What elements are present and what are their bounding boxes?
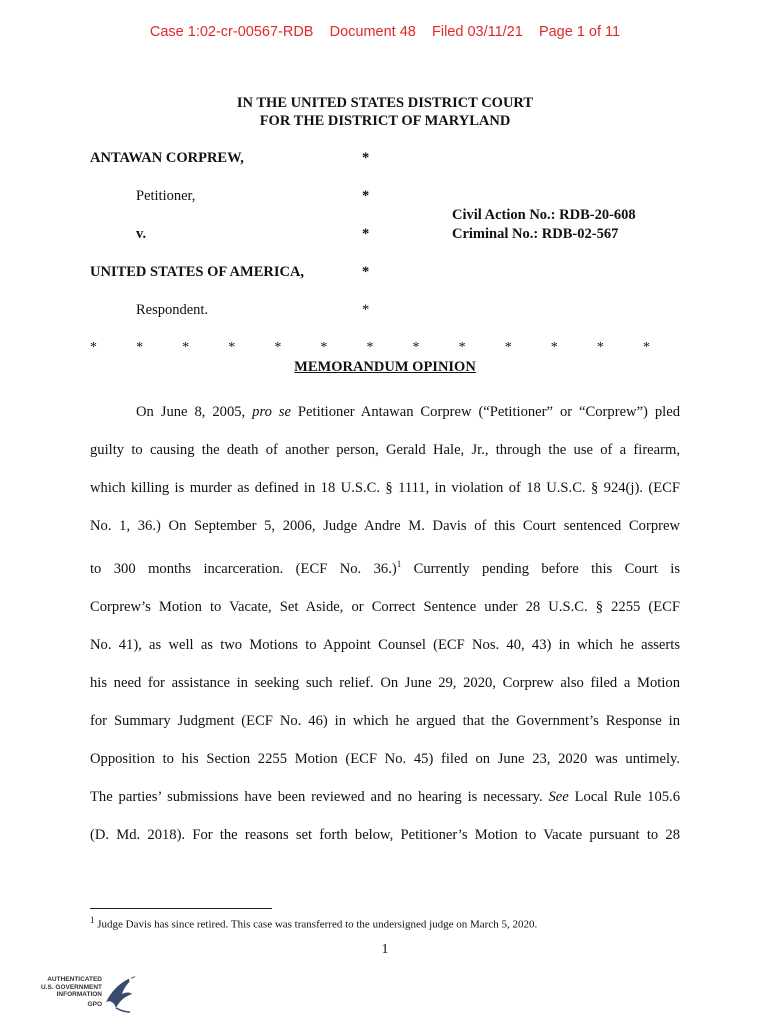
separator-star: * bbox=[412, 340, 420, 355]
separator-star: * bbox=[228, 340, 236, 355]
separator-star: * bbox=[550, 340, 558, 355]
filing-header bbox=[0, 24, 770, 40]
separator-star: * bbox=[136, 340, 144, 355]
page-number: 1 bbox=[381, 942, 389, 957]
footnote-rule bbox=[90, 908, 272, 909]
case-number: Case 1:02-cr-00567-RDB bbox=[149, 24, 314, 40]
footnote-ref: 1 bbox=[396, 559, 402, 569]
criminal-number: Criminal No.: RDB-02-567 bbox=[452, 226, 619, 242]
separator-star: * bbox=[366, 340, 374, 355]
petitioner-role: Petitioner, bbox=[136, 188, 196, 204]
civil-action-number: Civil Action No.: RDB-20-608 bbox=[452, 207, 636, 223]
gpo-eagle-icon bbox=[100, 972, 140, 1014]
body-line: (D. Md. 2018). For the reasons set forth below, Petitioner’s Motion to Vacate pursuant to 28 bbox=[90, 826, 680, 843]
gpo-authentication-logo bbox=[40, 972, 140, 1014]
page-count: Page 1 of 11 bbox=[538, 24, 621, 40]
petitioner-name: ANTAWAN CORPREW, bbox=[90, 150, 244, 166]
body-line: for Summary Judgment (ECF No. 46) in which he argued that the Government’s Response in bbox=[90, 712, 680, 729]
body-line: No. 41), as well as two Motions to Appoint Counsel (ECF Nos. 40, 43) in which he asserts bbox=[90, 636, 680, 653]
body-line: his need for assistance in seeking such relief. On June 29, 2020, Corprew also filed a Motion bbox=[90, 674, 680, 691]
separator-star: * bbox=[182, 340, 190, 355]
footnote-text: Judge Davis has since retired. This case was transferred to the undersigned judge on March 5, 2020. bbox=[94, 918, 538, 931]
caption-star-4: * bbox=[362, 264, 370, 280]
body-paragraph bbox=[90, 393, 680, 854]
separator-star: * bbox=[596, 340, 604, 355]
caption-star-3: * bbox=[362, 226, 370, 242]
body-line: Opposition to his Section 2255 Motion (ECF No. 45) filed on June 23, 2020 was untimely. bbox=[90, 750, 680, 767]
body-line: The parties’ submissions have been reviewed and no hearing is necessary. See Local Rule 105.6 bbox=[90, 788, 680, 805]
separator-star: * bbox=[504, 340, 512, 355]
court-line-2: FOR THE DISTRICT OF MARYLAND bbox=[259, 113, 511, 129]
footnote bbox=[90, 915, 690, 931]
respondent-name: UNITED STATES OF AMERICA, bbox=[90, 264, 305, 280]
separator-star: * bbox=[458, 340, 466, 355]
body-line: On June 8, 2005, pro se Petitioner Antawan Corprew (“Petitioner” or “Corprew”) pled bbox=[136, 404, 680, 420]
body-line: to 300 months incarceration. (ECF No. 36.)$^1$ Currently pending before this Court is bbox=[90, 559, 680, 577]
separator-star: * bbox=[90, 340, 97, 355]
body-line: Corprew’s Motion to Vacate, Set Aside, or Correct Sentence under 28 U.S.C. § 2255 (ECF bbox=[90, 598, 680, 615]
filed-date: Filed 03/11/21 bbox=[431, 24, 523, 40]
separator-star: * bbox=[274, 340, 282, 355]
document-title: MEMORANDUM OPINION bbox=[294, 359, 476, 375]
body-line: which killing is murder as defined in 18 U.S.C. § 1111, in violation of 18 U.S.C. § 924(j). (ECF bbox=[90, 480, 680, 496]
footnote-marker: 1 bbox=[90, 915, 95, 925]
court-line-1: IN THE UNITED STATES DISTRICT COURT bbox=[236, 95, 534, 111]
separator-star: * bbox=[642, 340, 650, 355]
caption-star-1: * bbox=[362, 150, 370, 166]
separator-star: * bbox=[320, 340, 328, 355]
star-separator bbox=[90, 340, 650, 356]
caption-star-5: * bbox=[362, 302, 370, 318]
body-line: guilty to causing the death of another person, Gerald Hale, Jr., through the use of a firearm, bbox=[90, 442, 680, 458]
document-number: Document 48 bbox=[329, 24, 416, 40]
respondent-role: Respondent. bbox=[136, 302, 209, 318]
versus: v. bbox=[136, 226, 147, 242]
court-name bbox=[0, 94, 770, 130]
gpo-logo-text: AUTHENTICATED U.S. GOVERNMENT INFORMATION GPO bbox=[40, 976, 102, 1008]
caption-star-2: * bbox=[362, 188, 370, 204]
body-line: No. 1, 36.) On September 5, 2006, Judge Andre M. Davis of this Court sentenced Corprew bbox=[90, 518, 680, 534]
